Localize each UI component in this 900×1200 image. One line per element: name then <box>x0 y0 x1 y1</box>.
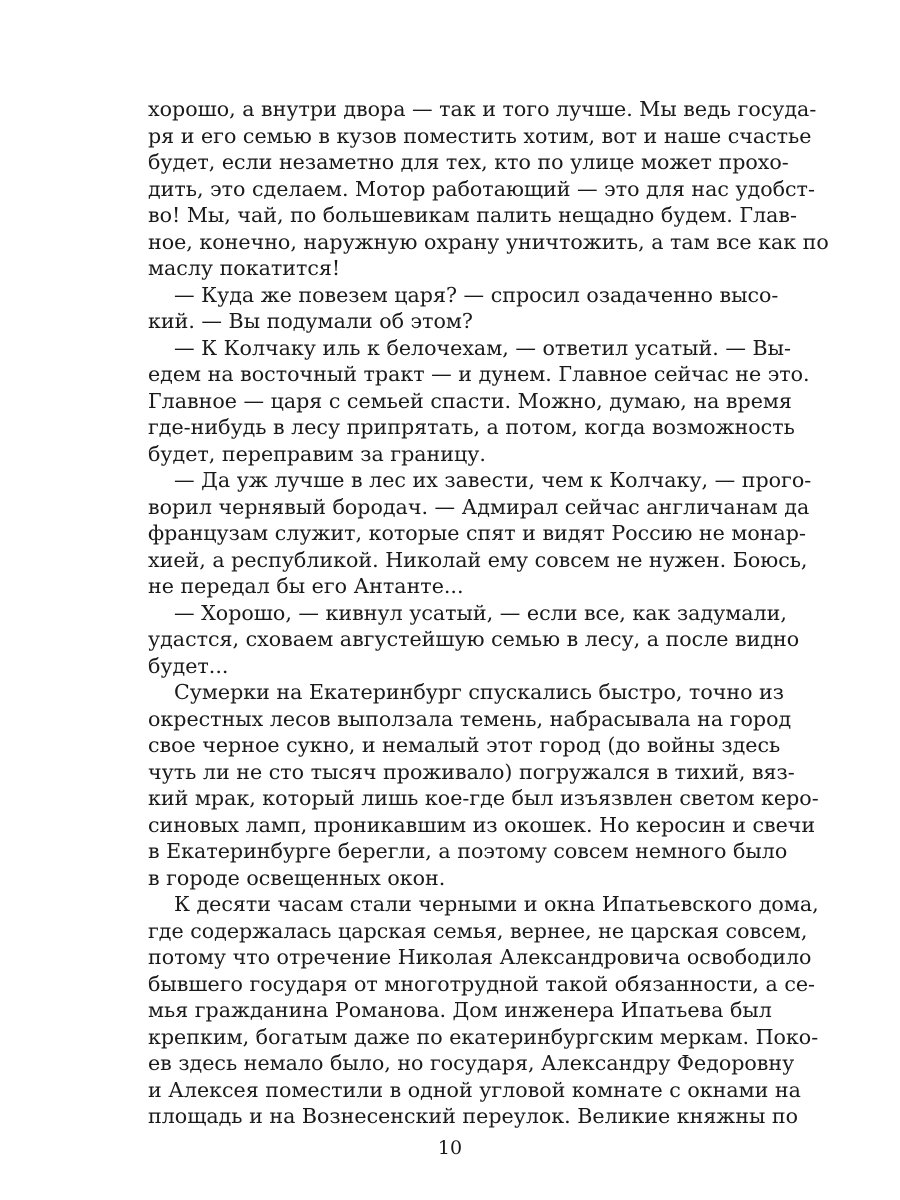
paragraph <box>148 282 779 335</box>
text-line: где содержалась царская семья, вернее, не царская совсем, <box>148 918 808 943</box>
text-line: Главное — царя с семьей спасти. Можно, думаю, на время <box>148 388 792 413</box>
text-line: площадь и на Вознесенский переулок. Великие княжны по <box>148 1104 799 1128</box>
text-line: окрестных лесов выползала темень, набрасывала на город <box>148 706 792 731</box>
text-line: свое черное сукно, и немалый этот город (до войны здесь <box>148 733 781 757</box>
text-line: хией, а республикой. Николай ему совсем не нужен. Боюсь, <box>148 547 808 572</box>
paragraph <box>148 96 829 282</box>
text-line: Сумерки на Екатеринбург спускались быстро, точно из <box>174 680 784 704</box>
text-line: будет, переправим за границу. <box>148 441 486 466</box>
text-line: чуть ли не сто тысяч проживало) погружался в тихий, вяз- <box>148 759 795 784</box>
text-line: французам служит, которые спят и видят Россию не монар- <box>148 521 806 545</box>
text-line: в Екатеринбурге берегли, а поэтому совсем немного было <box>148 839 788 863</box>
text-line: К десяти часам стали черными и окна Ипатьевского дома, <box>174 892 819 916</box>
paragraph <box>148 891 819 1130</box>
text-line: ное, конечно, наружную охрану уничтожить, а там все как по <box>148 229 829 254</box>
text-line: хорошо, а внутри двора — так и того лучше. Мы ведь госуда- <box>148 97 817 121</box>
text-line: едем на восточный тракт — и дунем. Главное сейчас не это. <box>148 362 810 386</box>
body-text <box>148 96 829 1130</box>
text-line: — Да уж лучше в лес их завести, чем к Колчаку, — прого- <box>174 468 812 492</box>
text-line: крепким, богатым даже по екатеринбургским меркам. Поко- <box>148 1024 819 1049</box>
text-line: ря и его семью в кузов поместить хотим, вот и наше счастье <box>148 123 812 148</box>
text-line: будет, если незаметно для тех, кто по улице может прохо- <box>148 150 789 174</box>
text-line: синовых ламп, проникавшим из окошек. Но керосин и свечи <box>148 812 816 837</box>
text-line: не передал бы его Антанте... <box>148 574 464 598</box>
text-line: в городе освещенных окон. <box>148 865 446 890</box>
text-line: ворил чернявый бородач. — Адмирал сейчас англичанам да <box>148 494 810 519</box>
text-line: дить, это сделаем. Мотор работающий — это для нас удобст- <box>148 176 815 201</box>
page-number: 10 <box>437 1137 463 1159</box>
text-line: мья гражданина Романова. Дом инженера Ипатьева был <box>148 998 772 1022</box>
paragraph <box>148 679 819 891</box>
text-line: маслу покатится! <box>148 256 341 280</box>
text-line: — Куда же повезем царя? — спросил озадаченно высо- <box>174 282 779 307</box>
text-line: ев здесь немало было, но государя, Александру Федоровну <box>148 1051 795 1075</box>
text-line: где-нибудь в лесу припрятать, а потом, когда возможность <box>148 415 795 439</box>
text-line: кий мрак, который лишь кое-где был изъязвлен светом керо- <box>148 786 819 810</box>
paragraph <box>148 600 800 680</box>
text-line: потому что отречение Николая Александровича освободило <box>148 945 812 969</box>
text-line: бывшего государя от многотрудной такой обязанности, а се- <box>148 971 816 996</box>
text-line: удастся, сховаем августейшую семью в лесу, а после видно <box>148 627 800 651</box>
text-line: будет... <box>148 653 229 678</box>
paragraph <box>148 467 812 600</box>
text-line: — К Колчаку иль к белочехам, — ответил усатый. — Вы- <box>174 335 791 360</box>
paragraph <box>148 335 810 468</box>
text-line: кий. — Вы подумали об этом? <box>148 309 473 333</box>
text-line: во! Мы, чай, по большевикам палить нещадно будем. Глав- <box>148 203 797 227</box>
text-line: и Алексея поместили в одной угловой комнате с окнами на <box>148 1077 801 1102</box>
text-line: — Хорошо, — кивнул усатый, — если все, как задумали, <box>174 600 787 625</box>
